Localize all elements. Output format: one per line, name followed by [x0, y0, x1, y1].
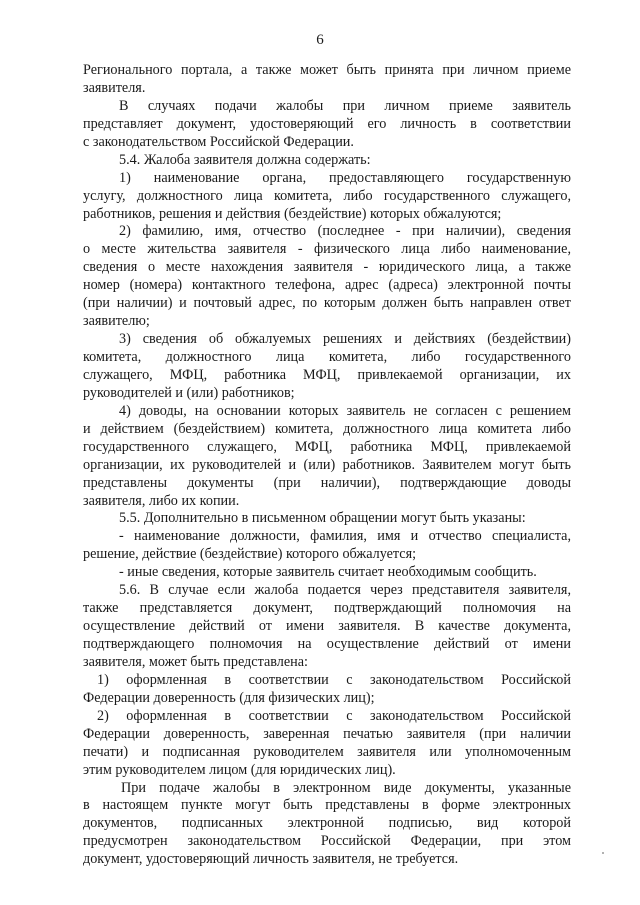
text-line: заявителя, либо их копии. [83, 492, 240, 509]
text-line: осуществление действий от имени заявителя. В качестве документа, [83, 618, 571, 635]
text-line: (при наличии) и почтовый адрес, по которым должен быть направлен ответ [83, 295, 571, 312]
text-line: 1) оформленная в соответствии с законодательством Российской [97, 671, 571, 688]
text-line: сведения о месте нахождения заявителя - юридического лица, а также [83, 259, 571, 276]
text-line: услугу, должностного лица комитета, либо государственного служащего, [83, 187, 571, 204]
text-line: государственного служащего, МФЦ, работника МФЦ, привлекаемой [83, 438, 571, 455]
page-number: 6 [316, 32, 324, 48]
text-line: и действием (бездействием) комитета, должностного лица комитета либо [83, 420, 571, 437]
text-line: о месте жительства заявителя - физического лица либо наименование, [83, 241, 571, 258]
scan-speck [602, 852, 604, 854]
text-line: представлены документы (при наличии), подтверждающие доводы [83, 474, 571, 491]
text-line: заявителю; [83, 313, 150, 330]
text-line: Федерации доверенность (для физических лиц); [83, 689, 375, 706]
text-line: подтверждающего полномочия на осуществление действий от имени [83, 636, 571, 652]
text-line: 3) сведения об обжалуемых решениях и действиях (бездействии) [119, 331, 571, 348]
text-line: заявителя. [83, 79, 146, 96]
text-line: руководителей и (или) работников; [83, 384, 295, 401]
text-line: документ, удостоверяющий личность заявителя, не требуется. [83, 851, 459, 868]
text-line: 5.5. Дополнительно в письменном обращении могут быть указаны: [119, 510, 526, 527]
text-line: - наименование должности, фамилия, имя и отчество специалиста, [119, 528, 571, 545]
text-line: также представляется документ, подтверждающий полномочия на [83, 600, 571, 617]
text-line: организации, их руководителей и (или) работников. Заявителем могут быть [83, 456, 571, 473]
document-body [83, 62, 571, 869]
text-line: При подаче жалобы в электронном виде документы, указанные [121, 779, 571, 796]
text-line: этим руководителем лицом (для юридических лиц). [83, 761, 396, 778]
text-line: Федерации доверенность, заверенная печатью заявителя (при наличии [83, 725, 571, 742]
text-line: представляет документ, удостоверяющий его личность в соответствии [83, 115, 571, 132]
text-line: В случаях подачи жалобы при личном приеме заявитель [119, 97, 571, 114]
text-line: предусмотрен законодательством Российской Федерации, при этом [83, 833, 571, 850]
text-line: заявителя, может быть представлена: [83, 653, 308, 670]
text-line: Регионального портала, а также может быть принята при личном приеме [83, 62, 571, 78]
text-line: 1) наименование органа, предоставляющего государственную [119, 169, 571, 186]
text-line: документов, подписанных электронной подписью, вид которой [83, 815, 571, 832]
text-line: работников, решения и действия (бездействие) которых обжалуются; [83, 205, 502, 222]
text-line: 5.4. Жалоба заявителя должна содержать: [119, 151, 371, 168]
text-line: 2) фамилию, имя, отчество (последнее - при наличии), сведения [119, 223, 571, 240]
text-line: 4) доводы, на основании которых заявитель не согласен с решением [119, 402, 571, 419]
text-line: комитета, должностного лица комитета, либо государственного [83, 349, 571, 365]
text-line: номер (номера) контактного телефона, адрес (адреса) электронной почты [83, 277, 571, 294]
text-line: служащего, МФЦ, работника МФЦ, привлекаемой организации, их [83, 366, 571, 383]
text-line: с законодательством Российской Федерации. [83, 133, 354, 150]
text-line: 5.6. В случае если жалоба подается через представителя заявителя, [119, 582, 571, 599]
text-line: решение, действие (бездействие) которого обжалуется; [83, 546, 417, 563]
text-line: печати) и подписанная руководителем заявителя или уполномоченным [83, 743, 571, 760]
text-line: в настоящем пункте могут быть представлены в форме электронных [83, 797, 571, 814]
text-line: 2) оформленная в соответствии с законодательством Российской [97, 707, 571, 724]
text-line: - иные сведения, которые заявитель считает необходимым сообщить. [119, 564, 537, 581]
